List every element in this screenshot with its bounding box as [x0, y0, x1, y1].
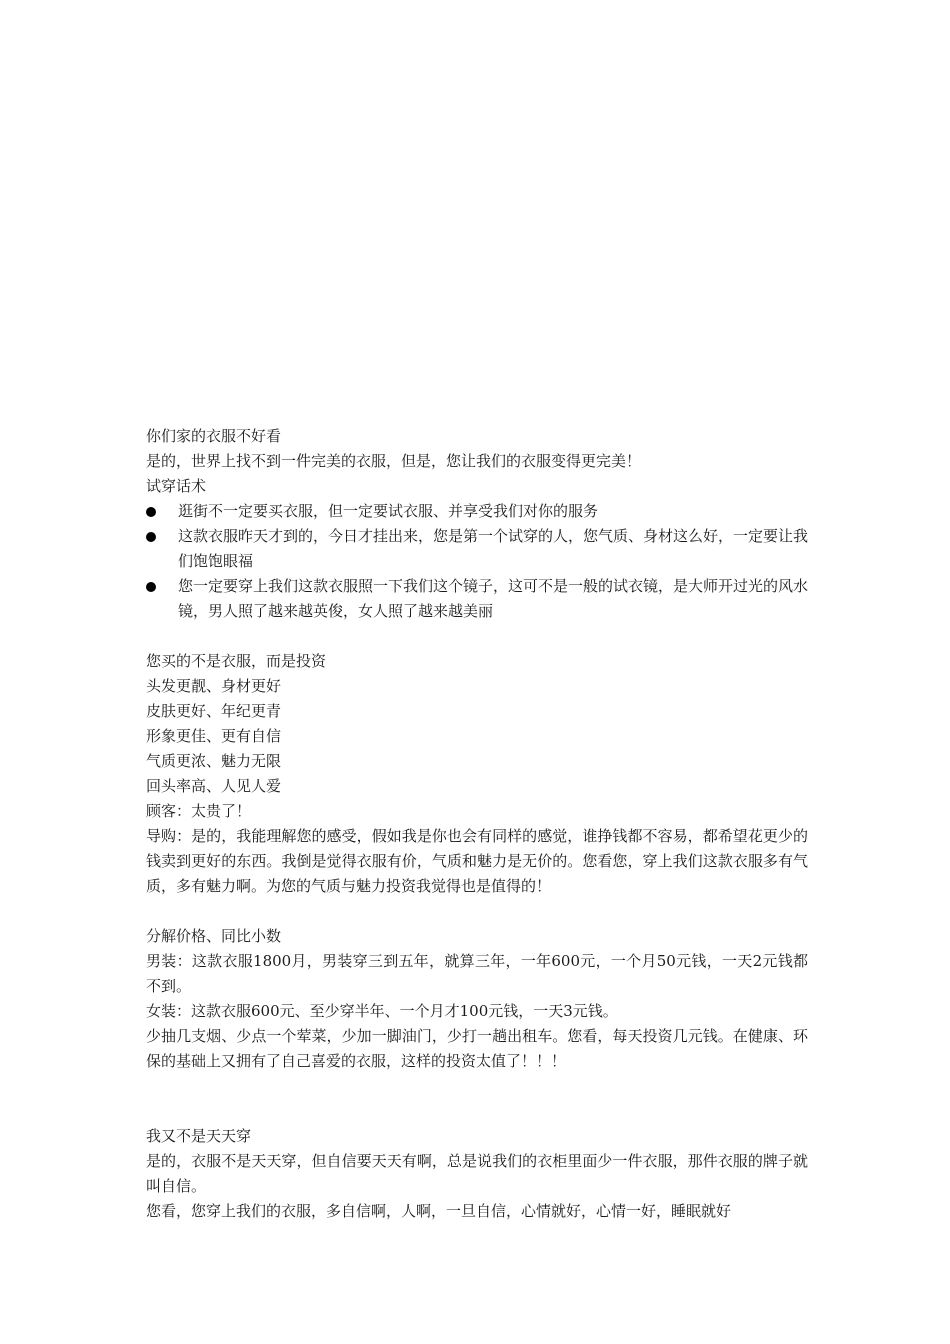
- section-heading: 分解价格、同比小数: [146, 927, 282, 945]
- benefit-line: 皮肤更好、年纪更青: [146, 702, 282, 720]
- male-price-paragraph: 男装：这款衣服1800月，男装穿三到五年，就算三年，一年600元，一个月50元钱，一天2元钱都不到。: [146, 952, 808, 995]
- bullet-dot-icon: [146, 532, 156, 542]
- reply-paragraph: 是的，世界上找不到一件完美的衣服，但是，您让我们的衣服变得更完美！: [146, 452, 642, 470]
- customer-line: 顾客：太贵了！: [146, 802, 252, 820]
- guide-paragraph: 导购：是的，我能理解您的感受，假如我是你也会有同样的感觉，谁挣钱都不容易，都希望花更少的钱卖到更好的东西。我倒是觉得衣服有价，气质和魅力是无价的。您看您，穿上我们这款衣服多有气质，多有魅力啊。为您的气质与魅力投资我觉得也是值得的！: [146, 827, 808, 895]
- section-heading: 我又不是天天穿: [146, 1127, 252, 1145]
- spacer: [146, 624, 808, 649]
- bullet-text: 您一定要穿上我们这款衣服照一下我们这个镜子，这可不是一般的试衣镜，是大师开过光的风水镜，男人照了越来越英俊，女人照了越来越美丽: [178, 577, 809, 620]
- spacer: [146, 899, 808, 924]
- section-heading: 试穿话术: [146, 477, 207, 495]
- bullet-dot-icon: [146, 507, 156, 517]
- female-price-line: 女装：这款衣服600元、至少穿半年、一个月才100元钱，一天3元钱。: [146, 1002, 618, 1020]
- section-heading: 您买的不是衣服，而是投资: [146, 652, 327, 670]
- bullet-dot-icon: [146, 582, 156, 592]
- bullet-item: [146, 574, 808, 624]
- more-paragraph: 您看，您穿上我们的衣服，多自信啊，人啊，一旦自信，心情就好，心情一好，睡眠就好: [146, 1202, 732, 1220]
- reply-paragraph: 是的，衣服不是天天穿，但自信要天天有啊，总是说我们的衣柜里面少一件衣服，那件衣服的牌子就叫自信。: [146, 1152, 808, 1195]
- spacer: [146, 1074, 808, 1124]
- benefit-line: 头发更靓、身材更好: [146, 677, 282, 695]
- bullet-text: 逛街不一定要买衣服，但一定要试衣服、并享受我们对你的服务: [178, 502, 599, 520]
- bullet-item: [146, 499, 808, 524]
- saving-paragraph: 少抽几支烟、少点一个荤菜，少加一脚油门，少打一趟出租车。您看，每天投资几元钱。在健康、环保的基础上又拥有了自己喜爱的衣服，这样的投资太值了！！！: [146, 1027, 808, 1070]
- section-heading: 你们家的衣服不好看: [146, 427, 282, 445]
- bullet-list: [146, 499, 808, 624]
- benefit-line: 气质更浓、魅力无限: [146, 752, 282, 770]
- bullet-text: 这款衣服昨天才到的，今日才挂出来，您是第一个试穿的人，您气质、身材这么好，一定要让我们饱饱眼福: [178, 527, 809, 570]
- benefit-line: 形象更佳、更有自信: [146, 727, 282, 745]
- bullet-item: [146, 524, 808, 574]
- document-body: [146, 424, 808, 1224]
- benefit-line: 回头率高、人见人爱: [146, 777, 282, 795]
